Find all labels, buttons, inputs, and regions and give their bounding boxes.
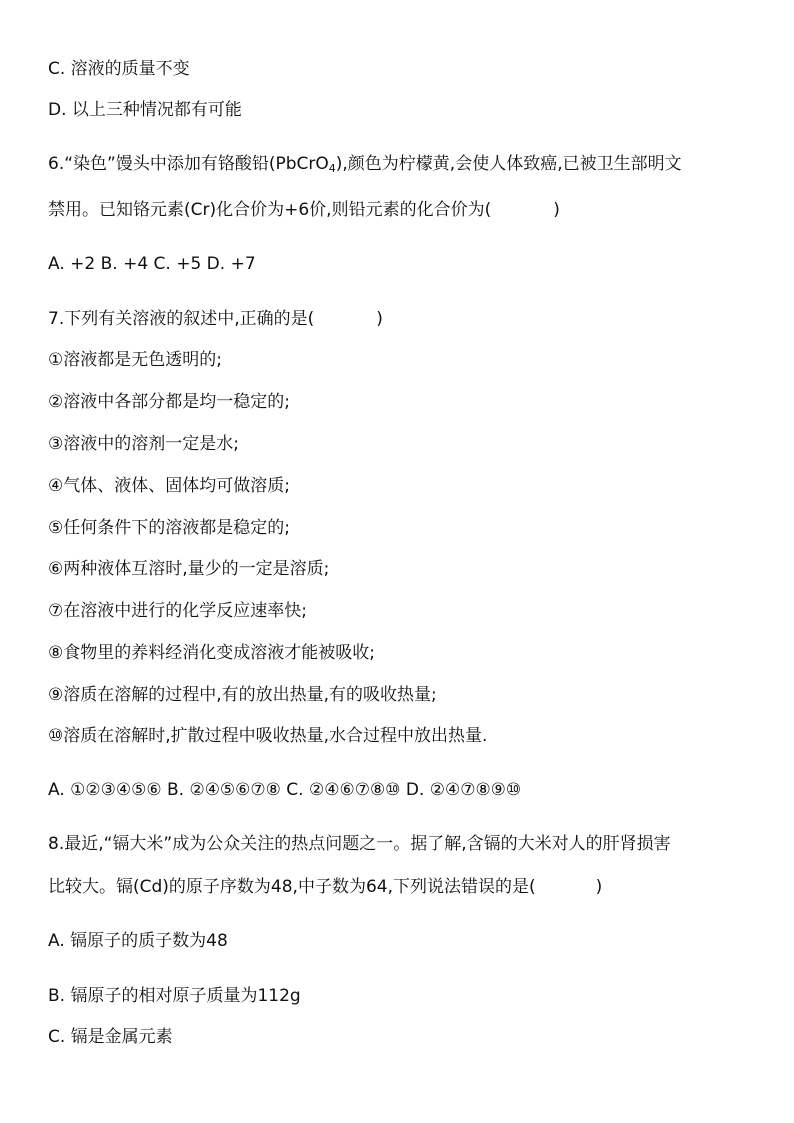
- statement-2: ②溶液中各部分都是均一稳定的;: [48, 392, 290, 412]
- statement-10: ⑩溶质在溶解时,扩散过程中吸收热量,水合过程中放出热量.: [48, 726, 488, 746]
- statement-4: ④气体、液体、固体均可做溶质;: [48, 476, 290, 496]
- question-7-paren-close: ): [376, 309, 383, 329]
- statement-8: ⑧食物里的养料经消化变成溶液才能被吸收;: [48, 643, 375, 663]
- question-6-line-1: [48, 153, 682, 180]
- question-8-line-2: [48, 876, 602, 898]
- question-6-text-a: 6.“染色”馒头中添加有铬酸铅(PbCrO: [48, 154, 329, 174]
- formula-subscript: 4: [328, 162, 336, 175]
- question-8-text: 比较大。镉(Cd)的原子序数为48,中子数为64,下列说法错误的是(: [48, 877, 536, 897]
- statement-9: ⑨溶质在溶解的过程中,有的放出热量,有的吸收热量;: [48, 685, 437, 705]
- question-6-line-2: [48, 199, 560, 221]
- statement-5: ⑤任何条件下的溶液都是稳定的;: [48, 518, 290, 538]
- question-7-options: A. ①②③④⑤⑥ B. ②④⑤⑥⑦⑧ C. ②④⑥⑦⑧⑩ D. ②④⑦⑧⑨⑩: [48, 780, 522, 800]
- statement-1: ①溶液都是无色透明的;: [48, 350, 222, 370]
- statement-3: ③溶液中的溶剂一定是水;: [48, 434, 239, 454]
- question-8-paren-close: ): [595, 877, 603, 897]
- statement-6: ⑥两种液体互溶时,量少的一定是溶质;: [48, 559, 330, 579]
- question-6-text-b: ),颜色为柠檬黄,会使人体致癌,已被卫生部明文: [335, 154, 682, 174]
- question-7-text: 7.下列有关溶液的叙述中,正确的是(: [48, 309, 315, 329]
- question-6-options: A. +2 B. +4 C. +5 D. +7: [48, 254, 256, 274]
- statement-7: ⑦在溶液中进行的化学反应速率快;: [48, 601, 307, 621]
- question-6-text-c: 禁用。已知铬元素(Cr)化合价为+6价,则铅元素的化合价为(: [48, 200, 492, 220]
- question-8-option-c: C. 镉是金属元素: [48, 1027, 173, 1047]
- question-8-option-a: A. 镉原子的质子数为48: [48, 931, 228, 951]
- question-6-paren-close: ): [553, 200, 560, 220]
- question-7-stem: [48, 308, 383, 330]
- question-8-line-1: 8.最近,“镉大米”成为公众关注的热点问题之一。据了解,含镉的大米对人的肝肾损害: [48, 834, 671, 854]
- option-c-prev-question: C. 溶液的质量不变: [48, 59, 190, 79]
- question-8-option-b: B. 镉原子的相对原子质量为112g: [48, 986, 301, 1006]
- option-d-prev-question: D. 以上三种情况都有可能: [48, 100, 242, 120]
